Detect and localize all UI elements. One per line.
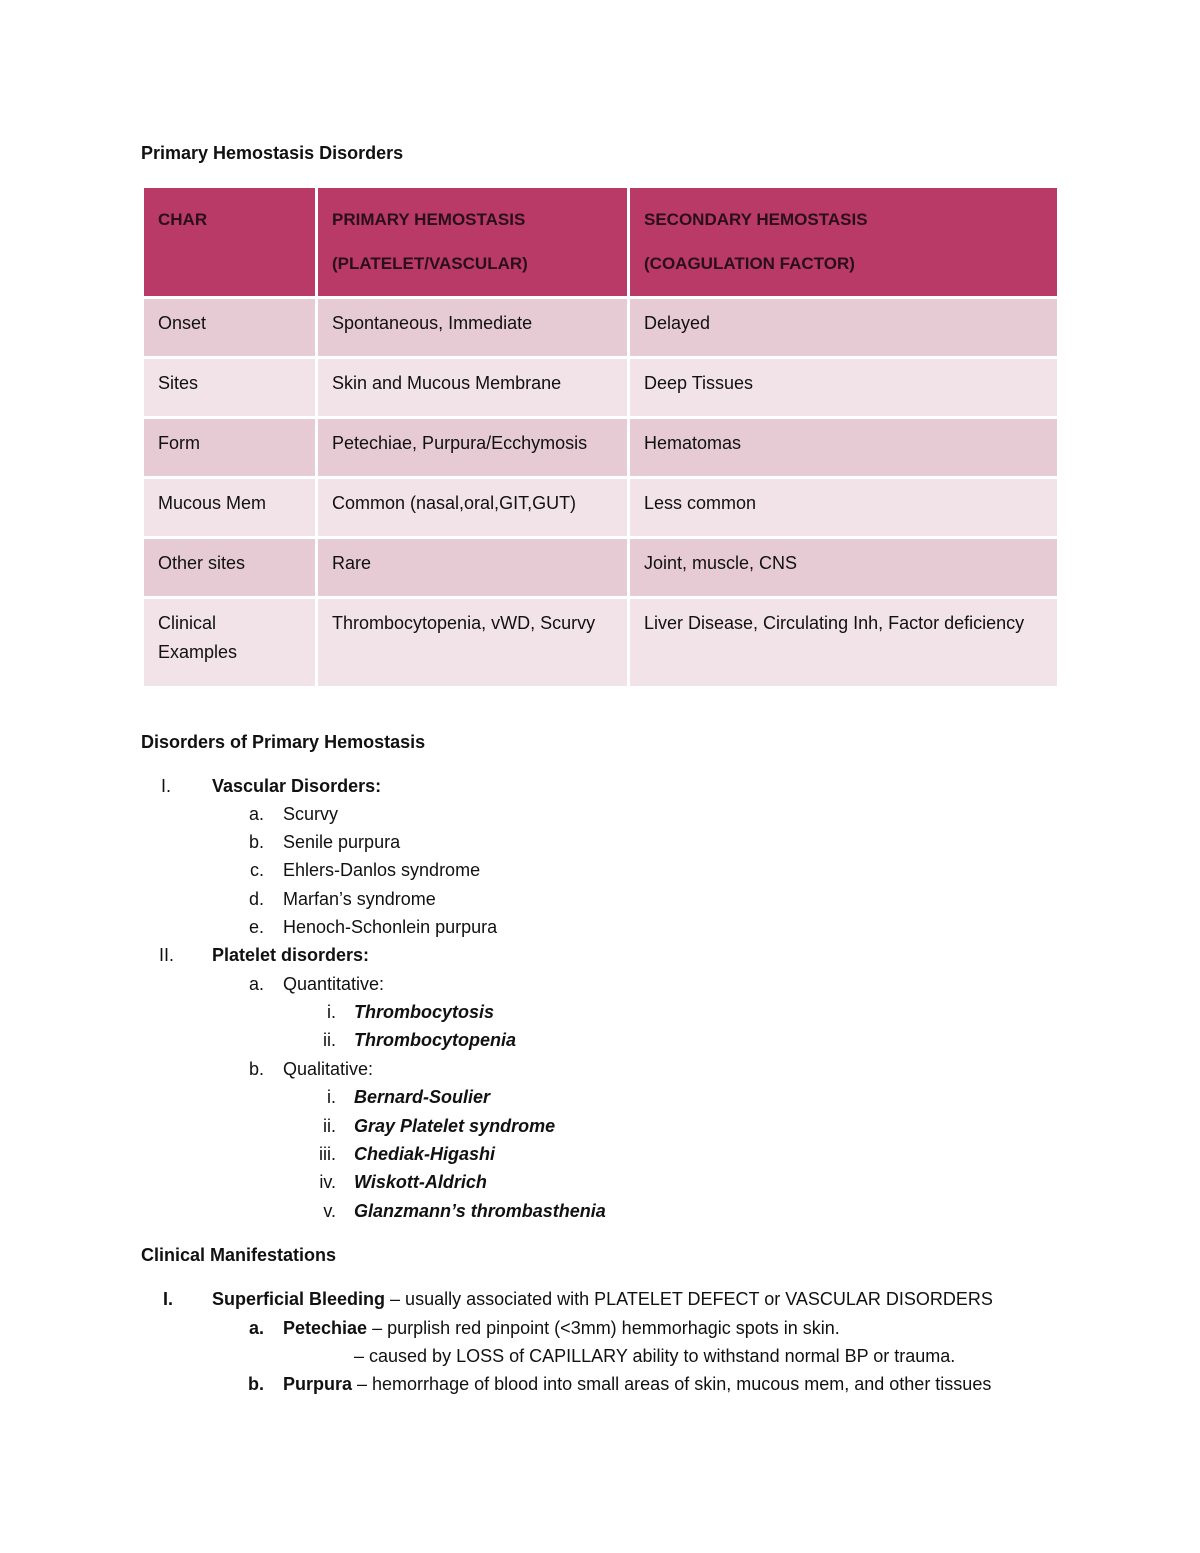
table-cell: Hematomas <box>630 419 1057 476</box>
list-item-petechiae-cause: – caused by LOSS of CAPILLARY ability to withstand normal BP or trauma. <box>354 1346 956 1366</box>
list-item: Marfan’s syndrome <box>283 889 436 909</box>
list-marker: b. <box>248 832 264 852</box>
table-cell: Mucous Mem <box>144 479 315 536</box>
list-item: Henoch-Schonlein purpura <box>283 917 498 937</box>
section-title-clinical: Clinical Manifestations <box>141 1245 337 1265</box>
table-cell: Rare <box>318 539 627 596</box>
table-cell: Delayed <box>630 299 1057 356</box>
section-title-disorders: Disorders of Primary Hemostasis <box>141 732 426 752</box>
table-cell: Joint, muscle, CNS <box>630 539 1057 596</box>
list-marker: I. <box>161 776 172 796</box>
list-item: Thrombocytosis <box>354 1002 495 1022</box>
table-row <box>144 359 1057 416</box>
list-marker: a. <box>248 1318 264 1338</box>
table-cell: Liver Disease, Circulating Inh, Factor deficiency <box>630 599 1057 686</box>
section-title-primary-hemostasis: Primary Hemostasis Disorders <box>141 143 404 163</box>
table-cell: Other sites <box>144 539 315 596</box>
header-cell-char: CHAR <box>144 188 315 296</box>
list-item: Chediak-Higashi <box>354 1144 496 1164</box>
list-marker: I. <box>163 1289 174 1309</box>
table-row <box>144 299 1057 356</box>
list-marker: v. <box>323 1201 336 1221</box>
list-item: Ehlers-Danlos syndrome <box>283 860 481 880</box>
list-marker: a. <box>248 804 264 824</box>
list-marker: e. <box>248 917 264 937</box>
table-cell: Common (nasal,oral,GIT,GUT) <box>318 479 627 536</box>
list-item: Scurvy <box>283 804 339 824</box>
list-item-quantitative: Quantitative: <box>283 974 385 994</box>
table-cell: Less common <box>630 479 1057 536</box>
list-marker: i. <box>327 1087 336 1107</box>
list-item: Glanzmann’s thrombasthenia <box>354 1201 606 1221</box>
list-marker: b. <box>248 1374 264 1394</box>
list-item-petechiae: Petechiae – purplish red pinpoint (<3mm) hemmorhagic spots in skin. <box>283 1318 840 1338</box>
list-item-qualitative: Qualitative: <box>283 1059 374 1079</box>
table-row <box>144 419 1057 476</box>
list-marker: a. <box>248 974 264 994</box>
table-row <box>144 539 1057 596</box>
table-row <box>144 479 1057 536</box>
table-cell: Spontaneous, Immediate <box>318 299 627 356</box>
list-marker: i. <box>327 1002 336 1022</box>
table-cell: Petechiae, Purpura/Ecchymosis <box>318 419 627 476</box>
table-cell: Thrombocytopenia, vWD, Scurvy <box>318 599 627 686</box>
table-cell: Sites <box>144 359 315 416</box>
list-heading-platelet: Platelet disorders: <box>212 945 370 965</box>
table-cell: Form <box>144 419 315 476</box>
table-cell: Skin and Mucous Membrane <box>318 359 627 416</box>
table-cell: Deep Tissues <box>630 359 1057 416</box>
list-item: Bernard-Soulier <box>354 1087 491 1107</box>
list-item: Senile purpura <box>283 832 401 852</box>
list-marker: ii. <box>323 1030 336 1050</box>
list-item: Gray Platelet syndrome <box>354 1116 556 1136</box>
header-cell-primary: PRIMARY HEMOSTASIS (PLATELET/VASCULAR) <box>318 188 627 296</box>
list-item-superficial: Superficial Bleeding – usually associated with PLATELET DEFECT or VASCULAR DISORDERS <box>212 1289 993 1309</box>
list-heading-vascular: Vascular Disorders: <box>212 776 382 796</box>
list-marker: c. <box>249 860 264 880</box>
table-row <box>144 599 1057 686</box>
list-marker: b. <box>248 1059 264 1079</box>
list-item: Wiskott-Aldrich <box>354 1172 487 1192</box>
list-item-purpura: Purpura – hemorrhage of blood into small areas of skin, mucous mem, and other tissues <box>283 1374 992 1394</box>
table-cell: Clinical Examples <box>144 599 315 686</box>
list-item: Thrombocytopenia <box>354 1030 517 1050</box>
list-marker: II. <box>159 945 175 965</box>
table-cell: Onset <box>144 299 315 356</box>
header-cell-secondary: SECONDARY HEMOSTASIS (COAGULATION FACTOR) <box>630 188 1057 296</box>
table-header-row <box>144 188 1057 296</box>
list-marker: iv. <box>319 1172 336 1192</box>
list-marker: d. <box>248 889 264 909</box>
list-marker: iii. <box>319 1144 336 1164</box>
hemostasis-comparison-table <box>141 185 1060 689</box>
list-marker: ii. <box>323 1116 336 1136</box>
